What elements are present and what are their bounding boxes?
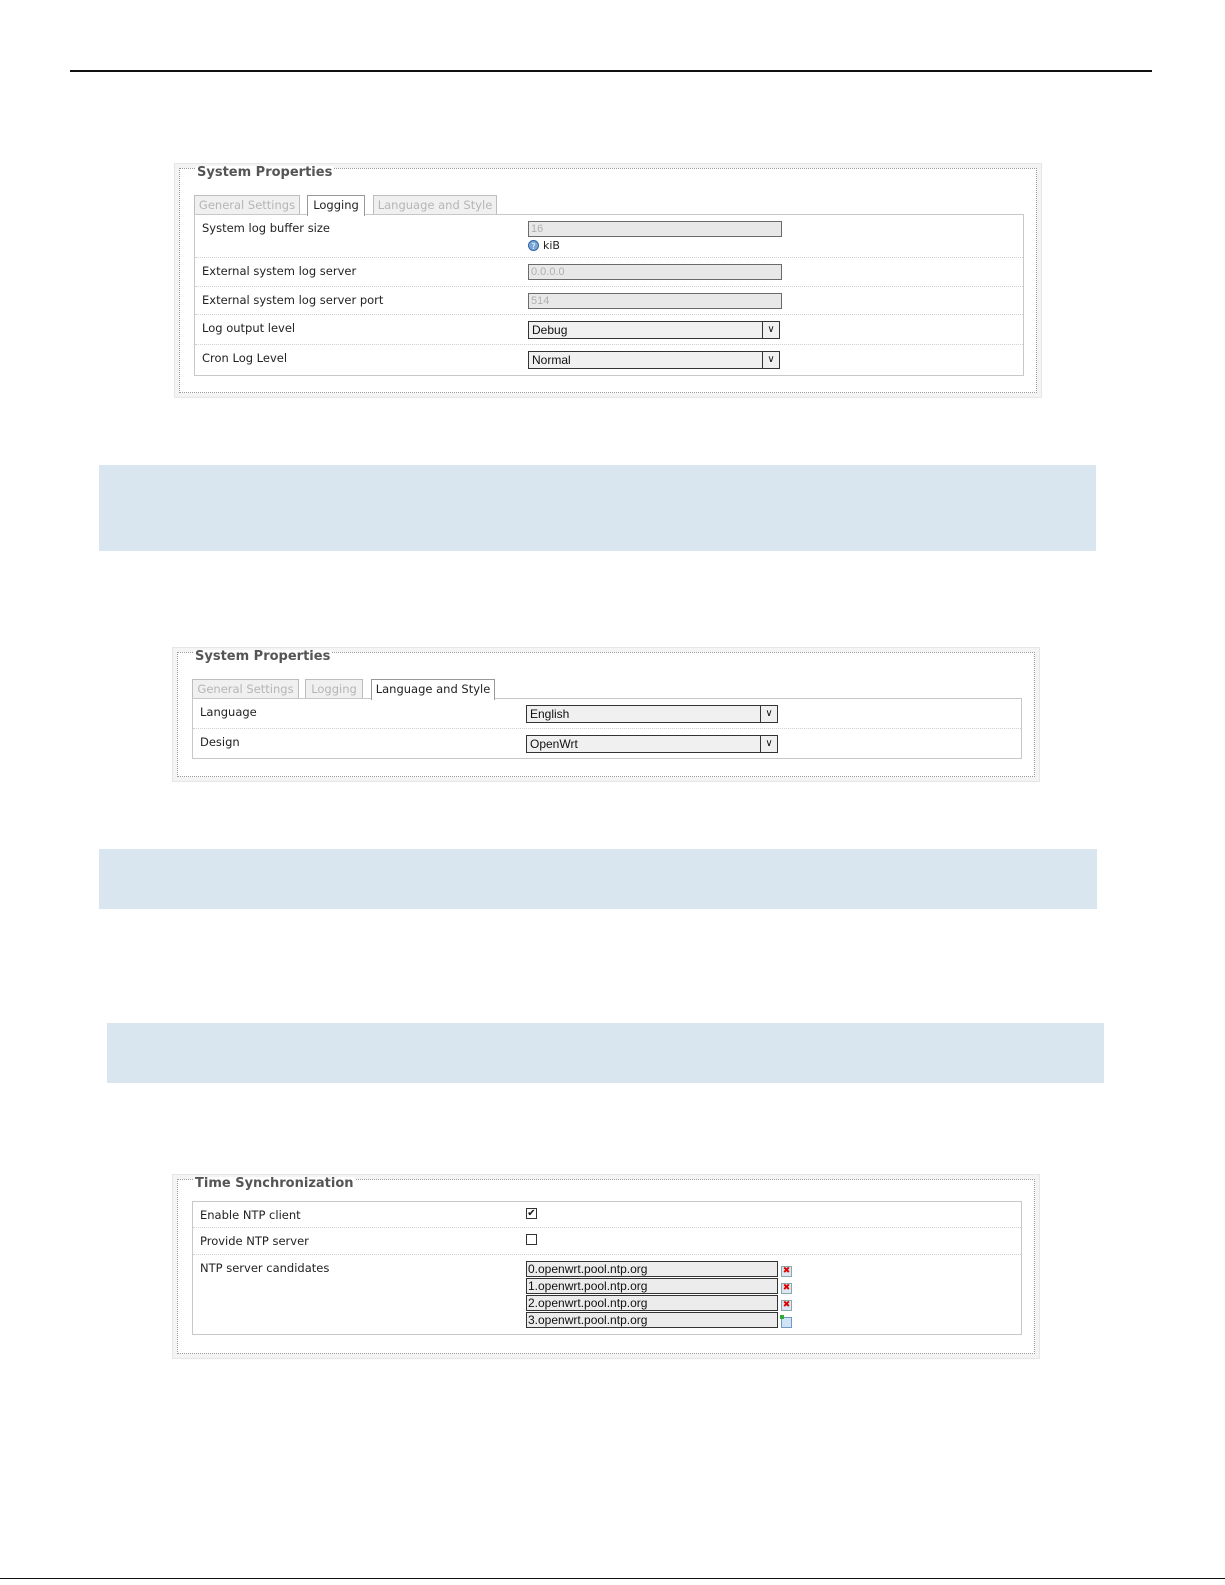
tab-general-settings[interactable]: General Settings (194, 195, 300, 214)
log-port-control (528, 293, 782, 309)
select-value: OpenWrt (530, 737, 578, 751)
ntp-server-input[interactable]: 0.openwrt.pool.ntp.org (526, 1261, 778, 1277)
row-log-buffer-size (195, 215, 1023, 258)
ntp-server-input[interactable]: 1.openwrt.pool.ntp.org (526, 1278, 778, 1294)
external-log-server-port-input[interactable]: 514 (528, 293, 782, 309)
chevron-down-icon[interactable]: ∨ (762, 322, 779, 338)
row-label: Design (200, 735, 240, 749)
list-item (526, 1294, 792, 1311)
tab-general-settings[interactable]: General Settings (192, 679, 299, 698)
remove-icon[interactable]: ✖ (782, 1283, 791, 1293)
log-level-control (528, 321, 780, 339)
fieldset-legend: System Properties (195, 649, 331, 664)
row-label: Language (200, 705, 257, 719)
chevron-down-icon[interactable]: ∨ (760, 736, 777, 752)
add-icon[interactable] (781, 1317, 792, 1328)
row-label: External system log server port (202, 293, 384, 307)
fieldset-legend: Time Synchronization (195, 1176, 354, 1191)
row-label: Log output level (202, 321, 296, 335)
design-select[interactable] (526, 735, 778, 753)
row-external-log-server (195, 258, 1023, 287)
row-label: Enable NTP client (200, 1208, 301, 1222)
page-top-rule (70, 70, 1152, 72)
ntp-server-input[interactable]: 3.openwrt.pool.ntp.org (526, 1312, 778, 1328)
row-label: NTP server candidates (200, 1261, 330, 1275)
help-icon: ? (528, 240, 539, 251)
log-server-control (528, 264, 782, 280)
select-value: Normal (532, 353, 571, 367)
list-item (526, 1277, 792, 1294)
language-control (526, 705, 778, 723)
row-label: System log buffer size (202, 221, 330, 235)
row-label: Provide NTP server (200, 1234, 309, 1248)
tab-language-and-style[interactable]: Language and Style (371, 679, 495, 700)
note-box (107, 1023, 1104, 1083)
row-language (193, 699, 1021, 729)
settings-panel (192, 698, 1022, 759)
unit-hint (528, 239, 782, 252)
system-properties-fieldset (179, 165, 1037, 393)
external-log-server-input[interactable]: 0.0.0.0 (528, 264, 782, 280)
enable-ntp-client-checkbox[interactable]: ✔ (527, 1208, 536, 1219)
row-cron-log-level (195, 345, 1023, 375)
remove-icon[interactable]: ✖ (782, 1300, 791, 1310)
select-value: Debug (532, 323, 568, 337)
row-ntp-server-candidates (193, 1255, 1021, 1334)
row-enable-ntp-client (193, 1202, 1021, 1228)
chevron-down-icon[interactable]: ∨ (762, 352, 779, 368)
system-properties-fieldset (177, 649, 1035, 777)
row-label: External system log server (202, 264, 357, 278)
tab-logging[interactable]: Logging (307, 195, 365, 216)
row-provide-ntp-server (193, 1228, 1021, 1255)
page-bottom-rule (0, 1578, 1225, 1579)
fieldset-legend: System Properties (197, 165, 333, 180)
select-value: English (530, 707, 570, 721)
cron-log-level-select[interactable] (528, 351, 780, 369)
note-box (99, 465, 1096, 551)
ntp-server-control (526, 1234, 537, 1245)
list-item (526, 1260, 792, 1277)
tab-logging[interactable]: Logging (305, 679, 363, 698)
log-output-level-select[interactable] (528, 321, 780, 339)
row-design (193, 729, 1021, 759)
language-screenshot (172, 647, 1040, 782)
settings-panel (194, 214, 1024, 376)
remove-icon[interactable]: ✖ (782, 1266, 791, 1276)
design-control (526, 735, 778, 753)
buffer-size-control (528, 221, 782, 252)
row-external-log-server-port (195, 287, 1023, 315)
logging-screenshot (174, 163, 1042, 398)
ntp-client-control (526, 1208, 537, 1219)
time-sync-screenshot (172, 1174, 1040, 1359)
ntp-server-input[interactable]: 2.openwrt.pool.ntp.org (526, 1295, 778, 1311)
settings-panel (192, 1201, 1022, 1335)
tab-language-and-style[interactable]: Language and Style (373, 195, 497, 214)
log-buffer-size-input[interactable]: 16 (528, 221, 782, 237)
note-box (99, 849, 1097, 909)
list-item (526, 1311, 792, 1328)
unit-label: kiB (543, 239, 560, 252)
language-select[interactable] (526, 705, 778, 723)
row-label: Cron Log Level (202, 351, 288, 365)
chevron-down-icon[interactable]: ∨ (760, 706, 777, 722)
time-synchronization-fieldset (177, 1176, 1035, 1354)
cron-level-control (528, 351, 780, 369)
provide-ntp-server-checkbox[interactable] (526, 1234, 537, 1245)
ntp-candidates-control (526, 1260, 792, 1328)
row-log-output-level (195, 315, 1023, 345)
